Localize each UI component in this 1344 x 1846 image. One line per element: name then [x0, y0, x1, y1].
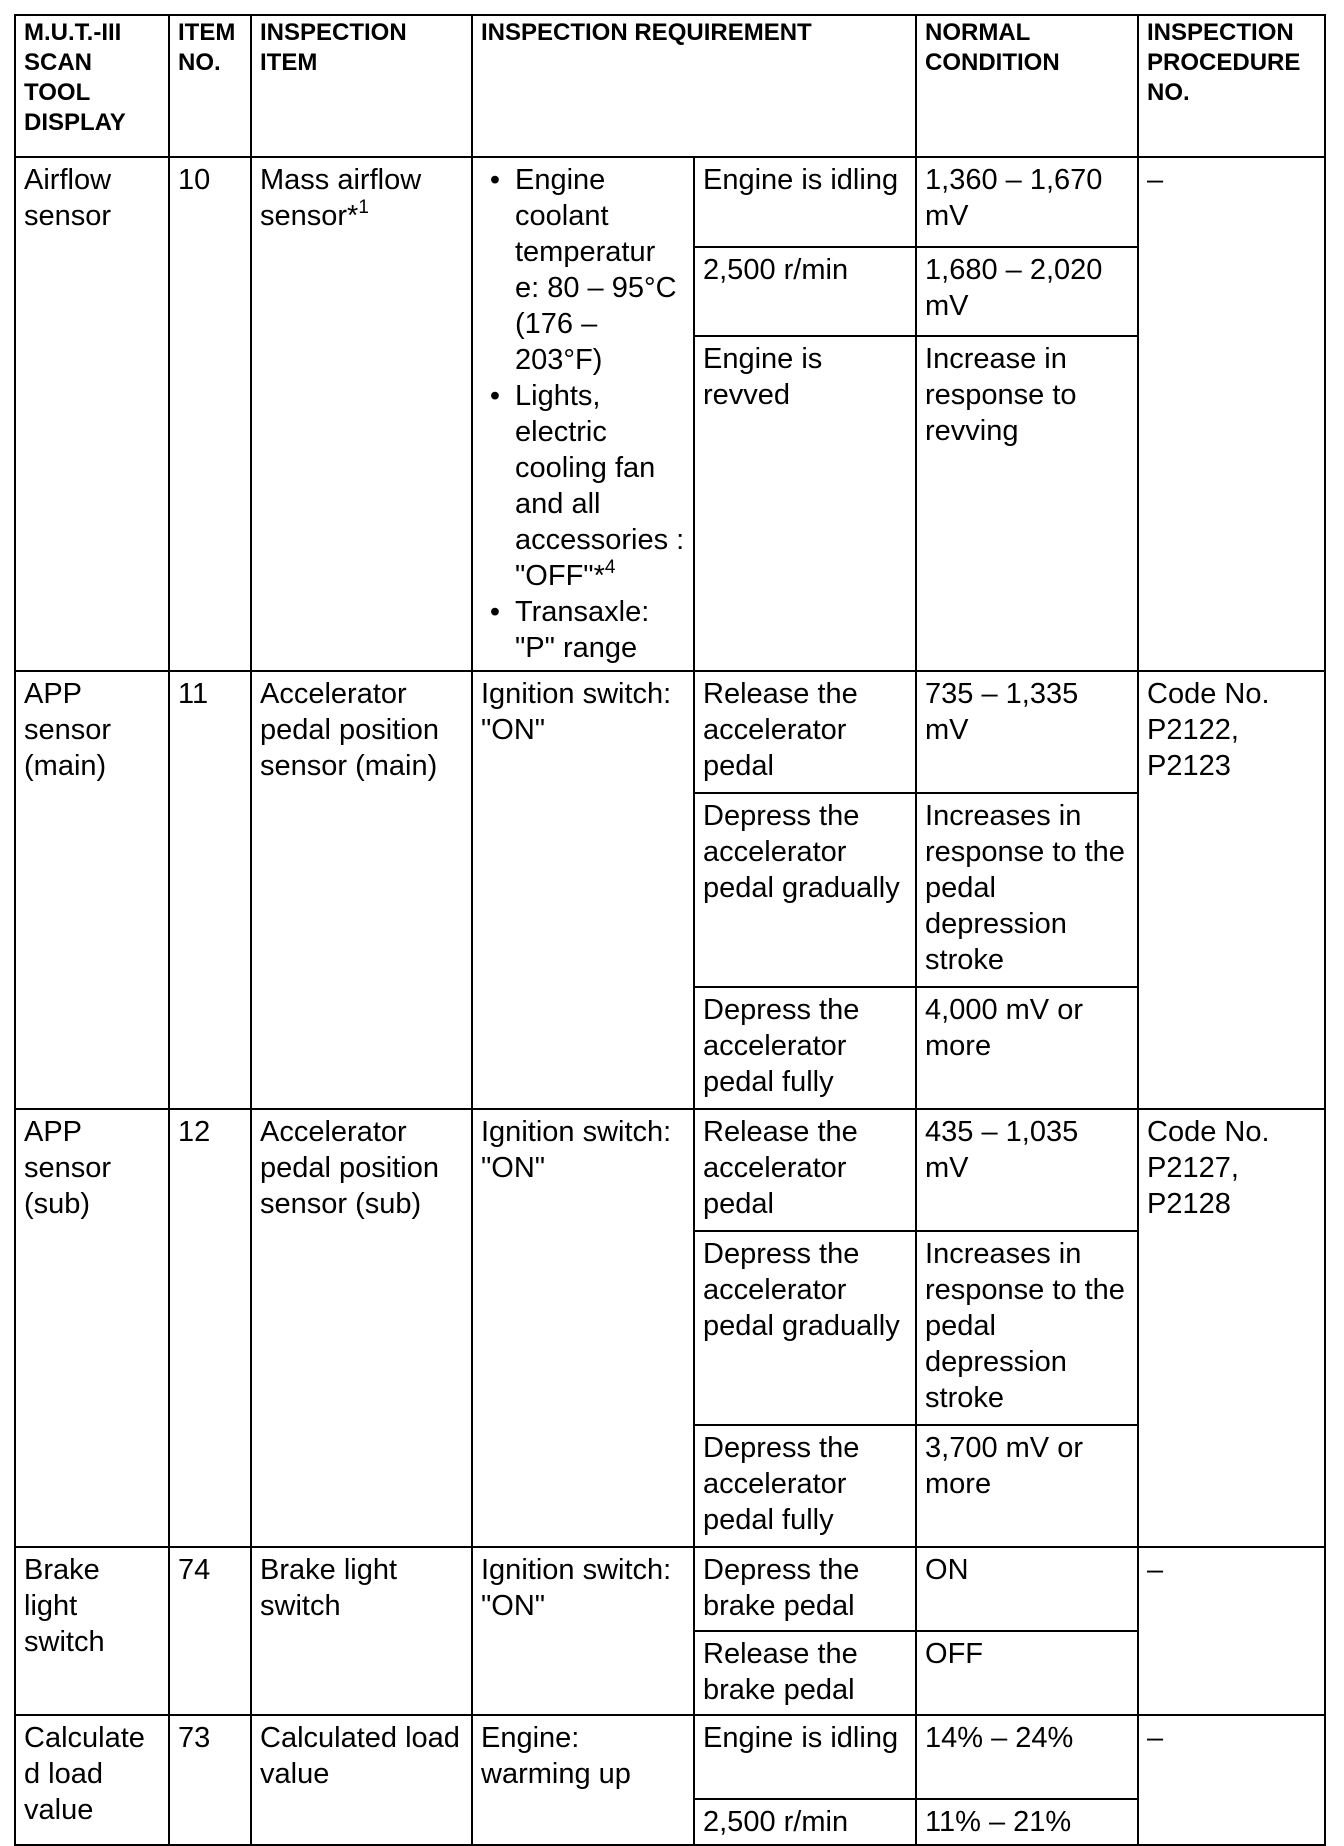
requirement-list — [481, 162, 685, 666]
normal-value-cell: Increase in response to revving — [916, 336, 1138, 671]
header-row — [15, 15, 1325, 157]
inspection-table — [14, 14, 1326, 1846]
normal-value-cell: ON — [916, 1547, 1138, 1631]
inspection-item-cell — [251, 157, 472, 671]
table-row — [15, 671, 1325, 793]
condition-cell: Depress the accelerator pedal gradually — [694, 793, 916, 987]
table-row — [15, 1547, 1325, 1631]
inspection-item-cell: Calculated load value — [251, 1715, 472, 1845]
normal-value-cell: Increases in response to the pedal depression stroke — [916, 793, 1138, 987]
requirement-cell: Ignition switch: "ON" — [472, 1109, 694, 1547]
footnote-marker: 4 — [604, 557, 616, 578]
header-inspection-requirement: INSPECTION REQUIREMENT — [472, 15, 916, 157]
table-row — [15, 1109, 1325, 1231]
display-cell: Airflow sensor — [15, 157, 169, 671]
procedure-cell: – — [1138, 1547, 1325, 1715]
inspection-item-text: Mass airflow sensor* — [260, 164, 422, 232]
condition-cell: Depress the accelerator pedal fully — [694, 1425, 916, 1547]
procedure-cell: – — [1138, 157, 1325, 671]
requirement-cell: Engine: warming up — [472, 1715, 694, 1845]
normal-value-cell: 435 – 1,035 mV — [916, 1109, 1138, 1231]
requirement-text: Transaxle: "P" range — [515, 596, 650, 664]
table-row — [15, 1715, 1325, 1799]
display-cell: APP sensor (sub) — [15, 1109, 169, 1547]
condition-cell: Release the brake pedal — [694, 1631, 916, 1715]
condition-cell: Depress the accelerator pedal fully — [694, 987, 916, 1109]
inspection-item-cell: Accelerator pedal position sensor (sub) — [251, 1109, 472, 1547]
condition-cell: Depress the accelerator pedal gradually — [694, 1231, 916, 1425]
inspection-item-cell: Accelerator pedal position sensor (main) — [251, 671, 472, 1109]
requirement-text: Engine coolant temperatur e: 80 – 95°C (176 – 203°F) — [515, 164, 677, 376]
condition-cell: Release the accelerator pedal — [694, 671, 916, 793]
display-cell: APP sensor (main) — [15, 671, 169, 1109]
condition-cell: Engine is revved — [694, 336, 916, 671]
bullet-icon: • — [489, 380, 501, 412]
item-no-cell: 74 — [169, 1547, 251, 1715]
normal-value-cell: 11% – 21% — [916, 1799, 1138, 1845]
condition-cell: Release the accelerator pedal — [694, 1109, 916, 1231]
header-inspection-procedure: INSPECTION PROCEDURE NO. — [1138, 15, 1325, 157]
normal-value-cell: Increases in response to the pedal depression stroke — [916, 1231, 1138, 1425]
requirement-text: Lights, electric cooling fan and all accessories : "OFF"* — [515, 380, 685, 592]
display-cell: Brake light switch — [15, 1547, 169, 1715]
list-item — [489, 378, 685, 594]
item-no-cell: 73 — [169, 1715, 251, 1845]
item-no-cell: 10 — [169, 157, 251, 671]
procedure-cell: – — [1138, 1715, 1325, 1845]
condition-cell: Engine is idling — [694, 157, 916, 247]
header-normal-condition: NORMAL CONDITION — [916, 15, 1138, 157]
header-inspection-item: INSPECTION ITEM — [251, 15, 472, 157]
list-item — [489, 162, 685, 378]
footnote-marker: 1 — [358, 197, 369, 218]
requirement-cell — [472, 157, 694, 671]
normal-value-cell: 1,360 – 1,670 mV — [916, 157, 1138, 247]
normal-value-cell: 3,700 mV or more — [916, 1425, 1138, 1547]
normal-value-cell: 1,680 – 2,020 mV — [916, 247, 1138, 337]
condition-cell: 2,500 r/min — [694, 1799, 916, 1845]
normal-value-cell: 14% – 24% — [916, 1715, 1138, 1799]
normal-value-cell: OFF — [916, 1631, 1138, 1715]
list-item — [489, 594, 685, 666]
item-no-cell: 11 — [169, 671, 251, 1109]
bullet-icon: • — [489, 596, 501, 628]
condition-cell: Engine is idling — [694, 1715, 916, 1799]
requirement-cell: Ignition switch: "ON" — [472, 1547, 694, 1715]
display-cell: Calculate d load value — [15, 1715, 169, 1845]
bullet-icon: • — [489, 164, 501, 196]
header-display: M.U.T.-III SCAN TOOL DISPLAY — [15, 15, 169, 157]
condition-cell: 2,500 r/min — [694, 247, 916, 337]
condition-cell: Depress the brake pedal — [694, 1547, 916, 1631]
procedure-cell: Code No. P2122, P2123 — [1138, 671, 1325, 1109]
requirement-cell: Ignition switch: "ON" — [472, 671, 694, 1109]
item-no-cell: 12 — [169, 1109, 251, 1547]
normal-value-cell: 4,000 mV or more — [916, 987, 1138, 1109]
inspection-item-cell: Brake light switch — [251, 1547, 472, 1715]
table-row — [15, 157, 1325, 247]
header-item-no: ITEM NO. — [169, 15, 251, 157]
procedure-cell: Code No. P2127, P2128 — [1138, 1109, 1325, 1547]
normal-value-cell: 735 – 1,335 mV — [916, 671, 1138, 793]
